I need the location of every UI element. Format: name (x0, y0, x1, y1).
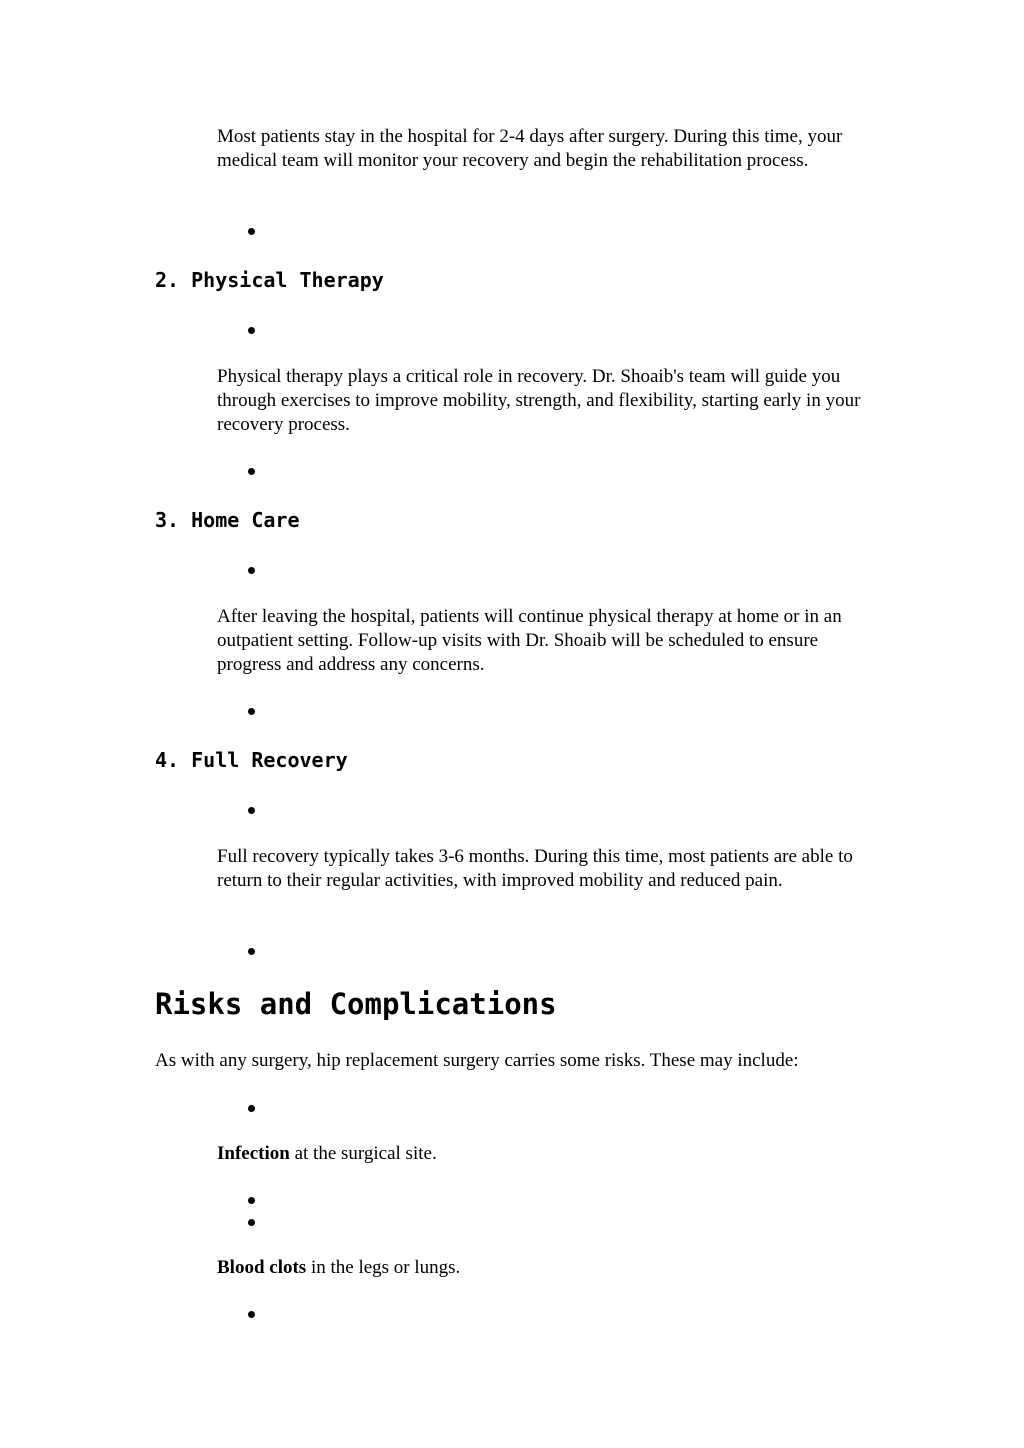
list-bullet (248, 807, 255, 814)
list-bullet (248, 948, 255, 955)
list-bullet (248, 1105, 255, 1112)
step-heading-full-recovery: 4. Full Recovery (155, 748, 348, 772)
section-heading-risks: Risks and Complications (155, 987, 557, 1021)
risk-item-infection (217, 1142, 877, 1166)
list-bullet (248, 468, 255, 475)
step-heading-home-care: 3. Home Care (155, 508, 300, 532)
list-bullet (248, 708, 255, 715)
risks-intro-paragraph: As with any surgery, hip replacement surgery carries some risks. These may include: (155, 1050, 799, 1071)
hospital-stay-paragraph: Most patients stay in the hospital for 2-4 days after surgery. During this time, your medical team will monitor your recovery and begin the rehabilitation process. (217, 126, 843, 171)
full-recovery-paragraph: Full recovery typically takes 3-6 months. During this time, most patients are able to return to their regular activities, with improved mobility and reduced pain. (217, 846, 853, 891)
physical-therapy-paragraph: Physical therapy plays a critical role in recovery. Dr. Shoaib's team will guide you through exercises to improve mobility, strength, and flexibility, starting early in your recovery process. (217, 366, 861, 435)
list-bullet (248, 327, 255, 334)
risk-term: Blood clots (217, 1257, 307, 1278)
list-bullet (248, 228, 255, 235)
home-care-paragraph: After leaving the hospital, patients will continue physical therapy at home or in an outpatient setting. Follow-up visits with Dr. Shoaib will be scheduled to ensure progress and address any concerns. (217, 606, 842, 675)
risk-item-blood-clots (217, 1256, 877, 1280)
risk-description: in the legs or lungs. (306, 1257, 461, 1278)
list-bullet (248, 1311, 255, 1318)
risk-description: at the surgical site. (289, 1143, 437, 1164)
step-heading-physical-therapy: 2. Physical Therapy (155, 268, 384, 292)
risk-term: Infection (217, 1143, 290, 1164)
list-bullet (248, 1219, 255, 1226)
list-bullet (248, 567, 255, 574)
list-bullet (248, 1197, 255, 1204)
